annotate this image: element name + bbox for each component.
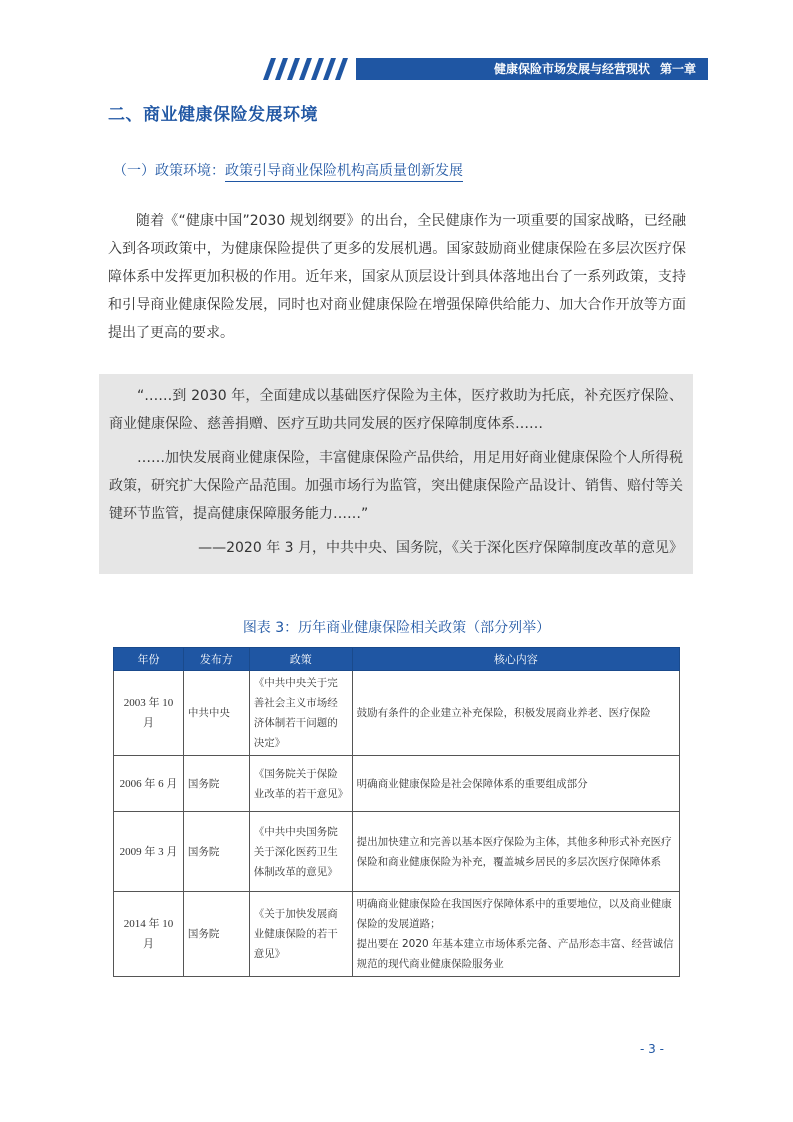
cell-core	[352, 892, 679, 977]
cell-year: 2014 年 10 月	[114, 892, 184, 977]
table-row	[114, 812, 680, 892]
table-row	[114, 892, 680, 977]
column-header-policy: 政策	[249, 648, 352, 671]
cell-issuer: 国务院	[183, 892, 249, 977]
subsection-heading: 政策引导商业保险机构高质量创新发展	[225, 163, 463, 182]
cell-policy: 《国务院关于保险业改革的若干意见》	[249, 756, 352, 812]
column-header-year: 年份	[114, 648, 184, 671]
cell-core: 鼓励有条件的企业建立补充保险，积极发展商业养老、医疗保险	[352, 671, 679, 756]
header-stripes-decoration	[255, 58, 365, 80]
table-row	[114, 671, 680, 756]
body-paragraph: 随着《“健康中国”2030 规划纲要》的出台，全民健康作为一项重要的国家战略，已经融入到各项政策中，为健康保险提供了更多的发展机遇。国家鼓励商业健康保险在多层次医疗保障体系中发挥更加积极的作用。近年来，国家从顶层设计到具体落地出台了一系列政策，支持和引导商业健康保险发展，同时也对商业健康保险在增强保障供给能力、加大合作开放等方面提出了更高的要求。	[108, 213, 686, 341]
subsection-title	[113, 160, 463, 180]
header-title: 健康保险市场发展与经营现状	[493, 62, 650, 76]
cell-policy: 《中共中央国务院关于深化医药卫生体制改革的意见》	[249, 812, 352, 892]
quote-paragraph-2: ……加快发展商业健康保险，丰富健康保险产品供给，用足用好商业健康保险个人所得税政策，研究扩大保险产品范围。加强市场行为监管，突出健康保险产品设计、销售、赔付等关键环节监管，提高健康保障服务能力……”	[109, 450, 683, 522]
cell-policy: 《中共中央关于完善社会主义市场经济体制若干问题的决定》	[249, 671, 352, 756]
cell-core: 提出加快建立和完善以基本医疗保险为主体，其他多种形式补充医疗保险和商业健康保险为补充，覆盖城乡居民的多层次医疗保障体系	[352, 812, 679, 892]
cell-issuer: 国务院	[183, 756, 249, 812]
cell-issuer: 国务院	[183, 812, 249, 892]
cell-policy: 《关于加快发展商业健康保险的若干意见》	[249, 892, 352, 977]
header-chapter: 第一章	[659, 62, 696, 76]
quote-source: ——2020 年 3 月，中共中央、国务院，《关于深化医疗保障制度改革的意见》	[198, 540, 683, 556]
section-title: 二、商业健康保险发展环境	[108, 105, 318, 125]
cell-core-line-1: 明确商业健康保险在我国医疗保障体系中的重要地位，以及商业健康保险的发展道路；	[356, 898, 672, 930]
subsection-prefix: （一）政策环境：	[113, 163, 225, 179]
column-header-core: 核心内容	[352, 648, 679, 671]
header-bar	[356, 58, 708, 80]
cell-year: 2006 年 6 月	[114, 756, 184, 812]
column-header-issuer: 发布方	[183, 648, 249, 671]
cell-core: 明确商业健康保险是社会保障体系的重要组成部分	[352, 756, 679, 812]
cell-core-line-2: 提出要在 2020 年基本建立市场体系完备、产品形态丰富、经营诚信规范的现代商业健康保险服务业	[356, 938, 674, 970]
quote-box	[99, 374, 693, 574]
policy-table	[113, 647, 680, 977]
table-header-row	[114, 648, 680, 671]
cell-issuer: 中共中央	[183, 671, 249, 756]
cell-year: 2003 年 10 月	[114, 671, 184, 756]
table-row	[114, 756, 680, 812]
quote-paragraph-1: “……到 2030 年，全面建成以基础医疗保险为主体，医疗救助为托底，补充医疗保险、商业健康保险、慈善捐赠、医疗互助共同发展的医疗保障制度体系……	[109, 388, 683, 432]
figure-caption: 图表 3：历年商业健康保险相关政策（部分列举）	[242, 620, 551, 636]
cell-year: 2009 年 3 月	[114, 812, 184, 892]
page-number: - 3 -	[640, 1042, 664, 1056]
